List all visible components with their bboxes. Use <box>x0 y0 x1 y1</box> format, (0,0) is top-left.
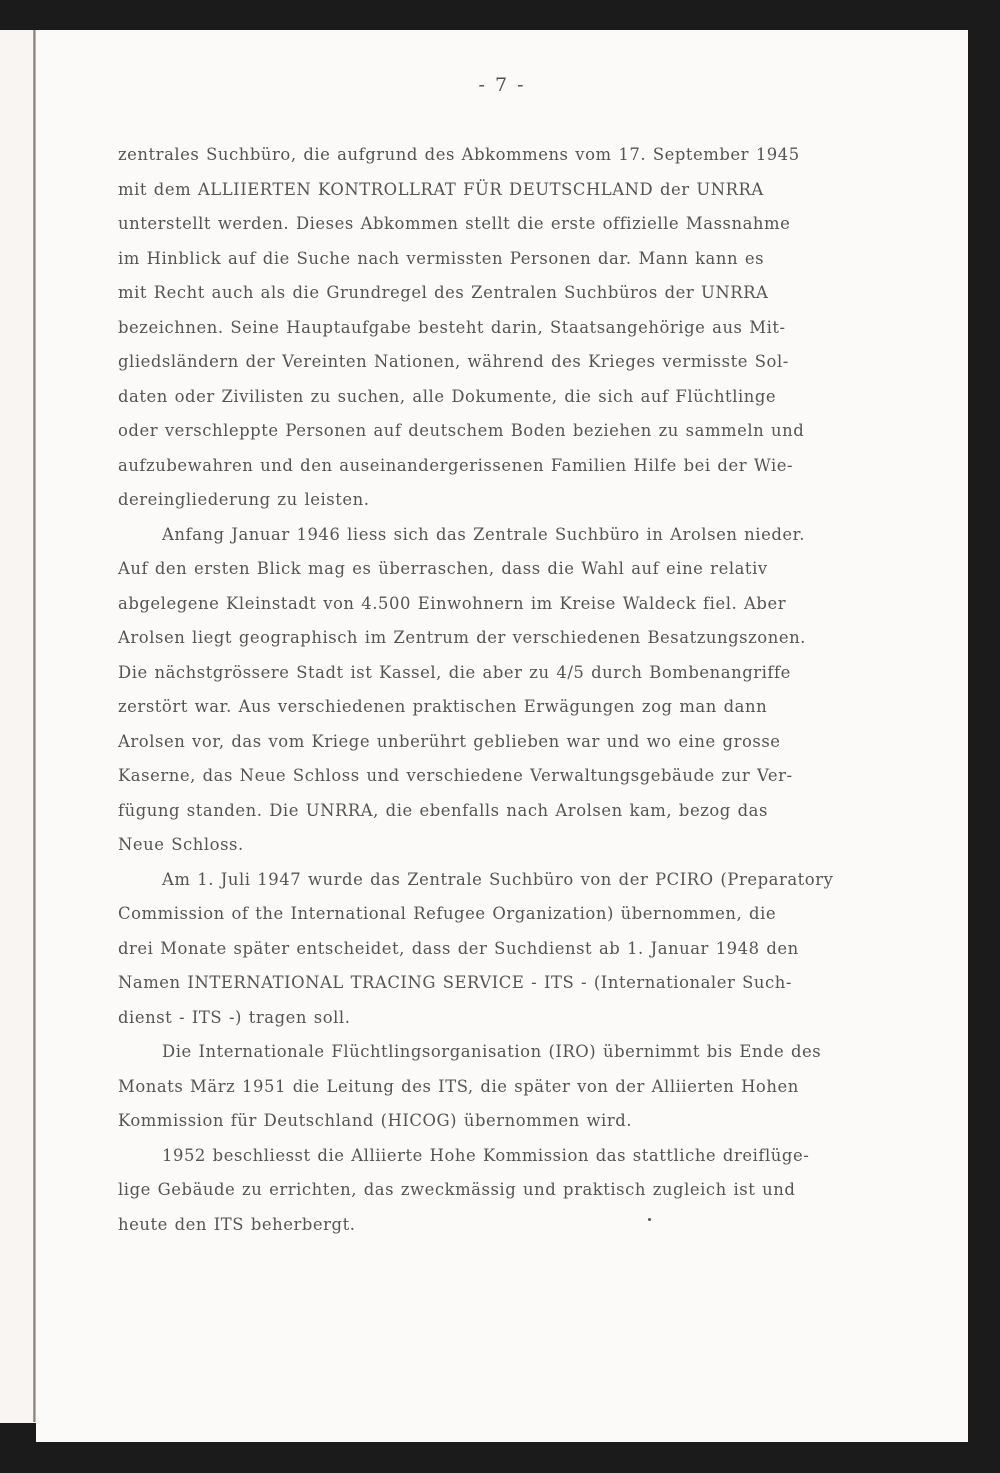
text-line: mit Recht auch als die Grundregel des Zentralen Suchbüros der UNRRA <box>118 283 769 302</box>
text-line: abgelegene Kleinstadt von 4.500 Einwohnern im Kreise Waldeck fiel. Aber <box>118 593 787 613</box>
text-line: gliedsländern der Vereinten Nationen, während des Krieges vermisste Sol- <box>118 352 789 371</box>
text-line: unterstellt werden. Dieses Abkommen stellt die erste offizielle Massnahme <box>118 214 791 233</box>
text-line: dienst - ITS -) tragen soll. <box>118 1007 351 1027</box>
text-line: drei Monate später entscheidet, dass der Suchdienst ab 1. Januar 1948 den <box>118 938 799 958</box>
text-line: Arolsen vor, das vom Kriege unberührt geblieben war und wo eine grosse <box>118 731 781 751</box>
text-line: fügung standen. Die UNRRA, die ebenfalls nach Arolsen kam, bezog das <box>118 800 768 820</box>
text-line: Neue Schloss. <box>118 835 244 854</box>
text-line: dereingliederung zu leisten. <box>118 490 370 509</box>
text-line: im Hinblick auf die Suche nach vermissten Personen dar. Mann kann es <box>118 248 765 268</box>
body-text <box>118 138 968 1242</box>
text-line: aufzubewahren und den auseinandergerissenen Familien Hilfe bei der Wie- <box>118 455 794 475</box>
text-line: Auf den ersten Blick mag es überraschen, dass die Wahl auf eine relativ <box>118 559 768 578</box>
text-line: mit dem ALLIIERTEN KONTROLLRAT FÜR DEUTSCHLAND der UNRRA <box>118 179 764 199</box>
scan-speck <box>648 1218 651 1221</box>
text-line: Arolsen liegt geographisch im Zentrum der verschiedenen Besatzungszonen. <box>118 628 806 647</box>
text-line: Die Internationale Flüchtlingsorganisation (IRO) übernimmt bis Ende des <box>162 1042 822 1061</box>
text-line: 1952 beschliesst die Alliierte Hohe Kommission das stattliche dreiflüge- <box>162 1145 810 1165</box>
text-line: zerstört war. Aus verschiedenen praktischen Erwägungen zog man dann <box>118 697 768 716</box>
text-line: Monats März 1951 die Leitung des ITS, die später von der Alliierten Hohen <box>118 1076 799 1096</box>
text-line: oder verschleppte Personen auf deutschem Boden beziehen zu sammeln und <box>118 421 805 440</box>
text-line: zentrales Suchbüro, die aufgrund des Abkommens vom 17. September 1945 <box>118 145 800 164</box>
text-line: lige Gebäude zu errichten, das zweckmässig und praktisch zugleich ist und <box>118 1180 796 1199</box>
text-line: heute den ITS beherbergt. <box>118 1214 356 1234</box>
page-number: - 7 - <box>478 74 526 96</box>
text-line: bezeichnen. Seine Hauptaufgabe besteht darin, Staatsangehörige aus Mit- <box>118 317 786 337</box>
adjacent-page-edge <box>0 30 36 1423</box>
text-line: Die nächstgrössere Stadt ist Kassel, die aber zu 4/5 durch Bombenangriffe <box>118 662 791 682</box>
text-line: Am 1. Juli 1947 wurde das Zentrale Suchbüro von der PCIRO (Preparatory <box>162 869 834 889</box>
text-line: Anfang Januar 1946 liess sich das Zentrale Suchbüro in Arolsen nieder. <box>162 524 805 544</box>
text-line: Namen INTERNATIONAL TRACING SERVICE - ITS - (Internationaler Such- <box>118 973 792 992</box>
text-line: daten oder Zivilisten zu suchen, alle Dokumente, die sich auf Flüchtlinge <box>118 386 777 406</box>
text-line: Kommission für Deutschland (HICOG) übernommen wird. <box>118 1111 633 1130</box>
text-line: Kaserne, das Neue Schloss und verschiedene Verwaltungsgebäude zur Ver- <box>118 766 793 785</box>
document-page <box>36 30 968 1442</box>
text-line: Commission of the International Refugee Organization) übernommen, die <box>118 904 777 923</box>
